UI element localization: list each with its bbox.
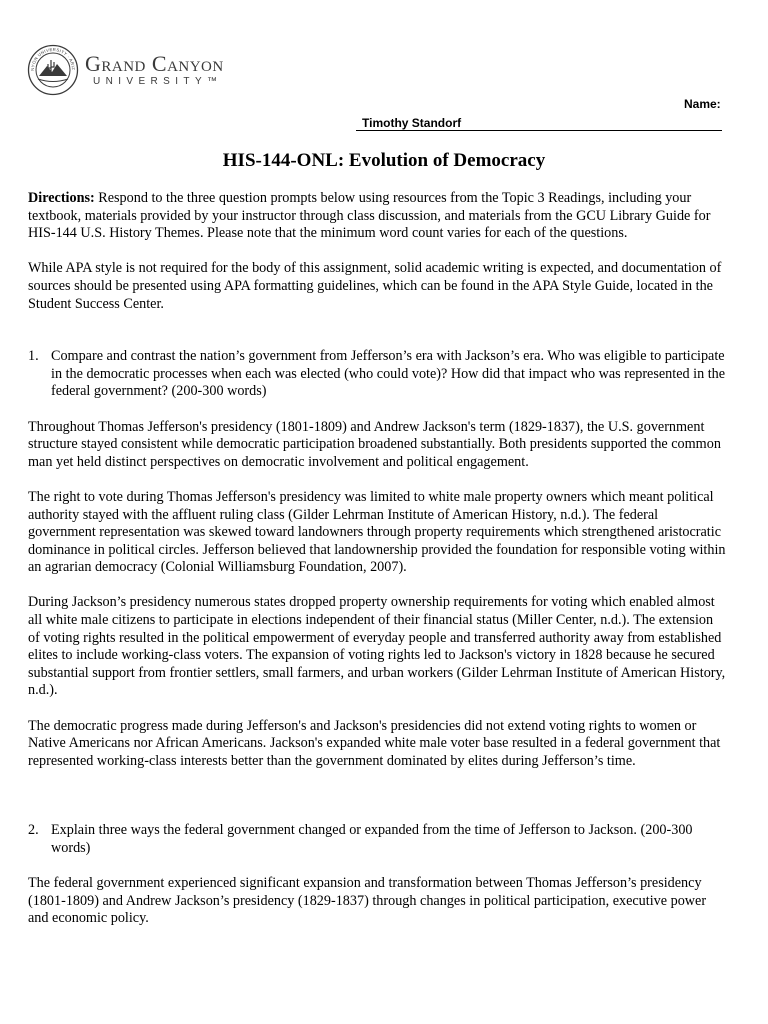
answer-paragraph: The democratic progress made during Jefferson's and Jackson's presidencies did not extend voting rights to women or Native Americans nor African Americans. Jackson's expanded white male voter base resulted in a federal government that represented working-class interests better than the government dominated by elites during Jefferson’s time. — [28, 717, 721, 769]
answer-paragraph: The federal government experienced significant expansion and transformation between Thomas Jefferson’s presidency (1801-1809) and Andrew Jackson’s presidency (1829-1837) through changes in political participation, executive power and economic policy. — [28, 875, 707, 927]
student-name: Timothy Standorf — [362, 116, 462, 130]
directions-text: Respond to the three question prompts below using resources from the Topic 3 Readings, including your textbook, materials provided by your instructor through class discussion, and materials from the GCU Library Guide for HIS-144 U.S. History Themes. Please note that the minimum word count varies for each of the questions. — [28, 190, 711, 242]
student-name-field — [356, 116, 722, 131]
question-prompt: Explain three ways the federal government changed or expanded from the time of Jefferson to Jackson. (200-300 words) — [51, 822, 693, 856]
directions-paragraph — [28, 190, 728, 243]
directions-label: Directions: — [28, 190, 95, 206]
answer-paragraph: The right to vote during Thomas Jefferson's presidency was limited to white male property owners which meant political authority stayed with the affluent ruling class (Gilder Lehrman Institute of American History, n.d.). The federal government representation was skewed toward landowners through property requirements which strengthened aristocratic dominance in political circles. Jefferson believed that landownership provided the foundation for responsible voting within an agrarian democracy (Colonial Williamsburg Foundation, 2007). — [28, 488, 726, 576]
logo-subtitle: UNIVERSITY™ — [93, 76, 223, 87]
university-seal-icon — [27, 44, 79, 96]
name-label: Name: — [684, 97, 721, 111]
question-prompt: Compare and contrast the nation’s government from Jefferson’s era with Jackson’s era. Who was eligible to participate in the democratic processes when each was elected (who could vote)? How did that impact who was represented in the federal government? (200-300 words) — [51, 348, 726, 400]
seal-text: NYON UNIVERSITY · ARIZ — [29, 46, 77, 71]
question-2 — [28, 822, 728, 857]
apa-note-paragraph: While APA style is not required for the body of this assignment, solid academic writing is expected, and documentation of sources should be presented using APA formatting guidelines, which can be found in the APA Style Guide, located in the Student Success Center. — [28, 260, 722, 312]
document-body — [28, 190, 728, 928]
gcu-logo — [27, 42, 224, 98]
question-1 — [28, 348, 728, 401]
logo-name: Grand Canyon — [85, 51, 224, 76]
answer-paragraph: During Jackson’s presidency numerous states dropped property ownership requirements for voting which enabled almost all white male citizens to participate in elections independent of their financial status (Miller Center, n.d.). The extension of voting rights resulted in the political empowerment of everyday people and transferred authority away from established elites to include working-class voters. The expansion of voting rights led to Jackson's victory in 1828 because he secured substantial support from frontier settlers, small farmers, and urban workers (Gilder Lehrman Institute of American History, n.d.). — [28, 594, 726, 699]
question-number: 1. — [28, 348, 39, 365]
question-number: 2. — [28, 822, 39, 839]
page-title: HIS-144-ONL: Evolution of Democracy — [222, 150, 546, 171]
answer-paragraph: Throughout Thomas Jefferson's presidency (1801-1809) and Andrew Jackson's term (1829-1837), the U.S. government structure stayed consistent while democratic participation broadened substantially. Both presidents supported the common man yet held distinct perspectives on democratic involvement and political engagement. — [28, 418, 721, 470]
